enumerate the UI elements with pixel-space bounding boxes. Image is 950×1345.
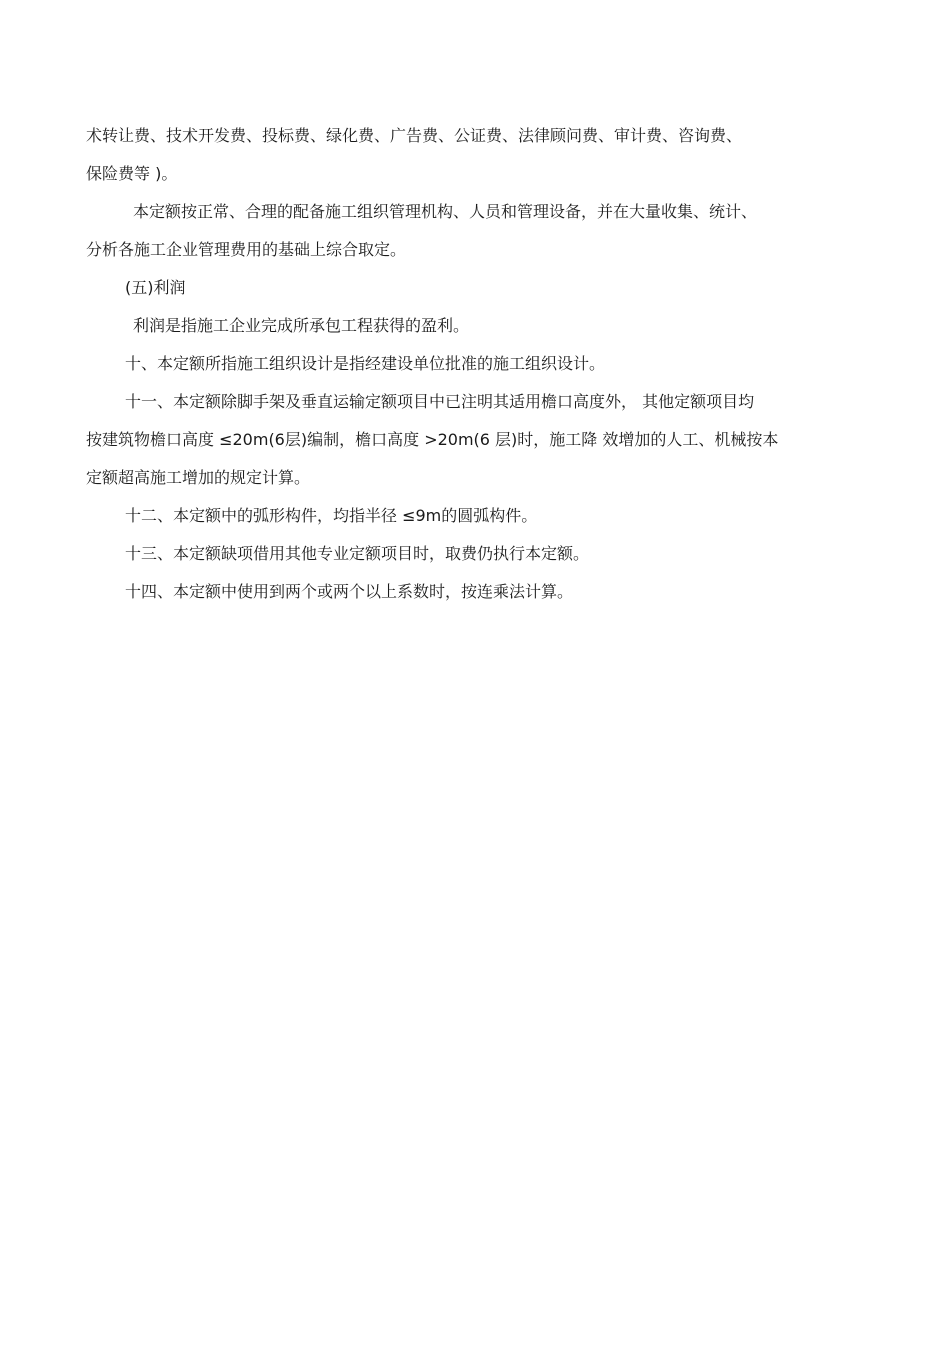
document-body [86, 124, 866, 604]
clause-10: 十、本定额所指施工组织设计是指经建设单位批准的施工组织设计。 [125, 354, 606, 373]
text-line: 定额超高施工增加的规定计算。 [86, 468, 311, 487]
clause-14: 十四、本定额中使用到两个或两个以上系数时，按连乘法计算。 [125, 582, 574, 601]
clause-12: 十二、本定额中的弧形构件，均指半径 ≤9m的圆弧构件。 [125, 506, 538, 525]
paragraph-profit: 利润是指施工企业完成所承包工程获得的盈利。 [133, 316, 470, 335]
clause-11: 十一、本定额除脚手架及垂直运输定额项目中已注明其适用檐口高度外， 其他定额项目均 [125, 392, 755, 411]
text-line: 保险费等 )。 [86, 164, 178, 183]
text-line: 分析各施工企业管理费用的基础上综合取定。 [86, 240, 407, 259]
text-line: 按建筑物檐口高度 ≤20m(6层)编制，檐口高度 >20m(6 层)时，施工降 效增加的人工、机械按本 [86, 430, 779, 449]
section-heading-profit: (五)利润 [125, 278, 186, 297]
text-line: 术转让费、技术开发费、投标费、绿化费、广告费、公证费、法律顾问费、审计费、咨询费、 [86, 126, 743, 145]
paragraph-management-fee: 本定额按正常、合理的配备施工组织管理机构、人员和管理设备，并在大量收集、统计、 [133, 202, 758, 221]
clause-13: 十三、本定额缺项借用其他专业定额项目时，取费仍执行本定额。 [125, 544, 590, 563]
